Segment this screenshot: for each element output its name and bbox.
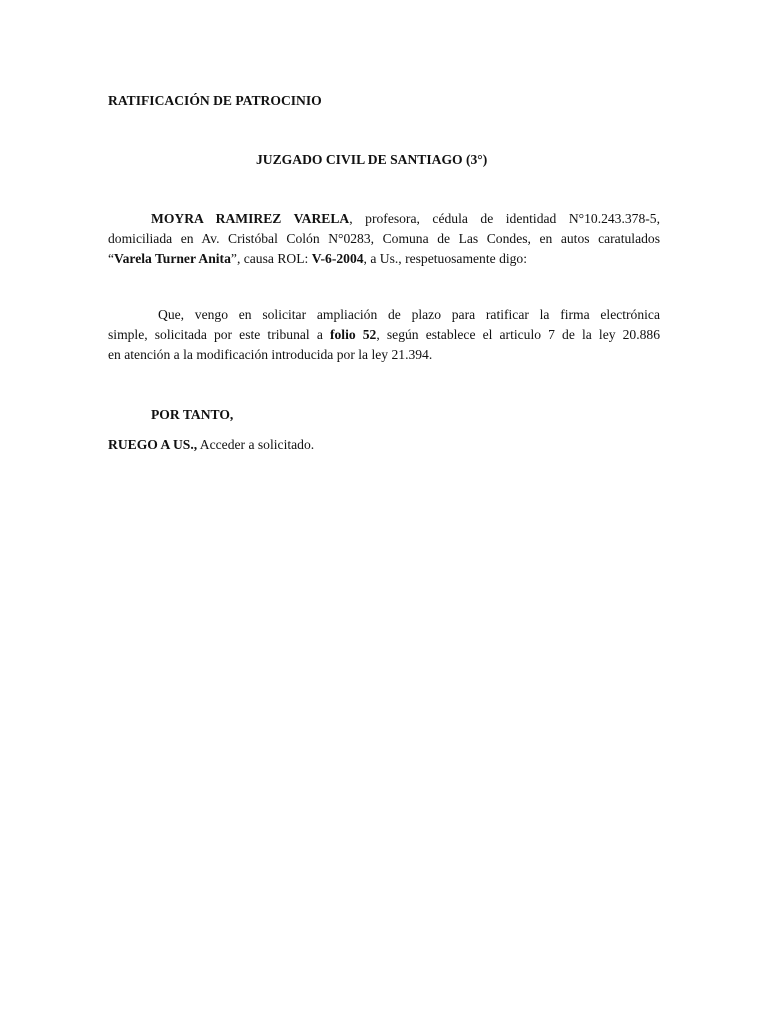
ruego-label: RUEGO A US.,	[108, 437, 198, 452]
intro-line-2: domiciliada en Av. Cristóbal Colón N°0283, Comuna de Las Condes, en autos caratulados	[108, 231, 660, 246]
intro-line-3	[108, 249, 660, 269]
request-line-2-start: simple, solicitada por este tribunal a	[108, 327, 330, 342]
request-line-2-end: , según establece el articulo 7 de la ley 20.886	[376, 327, 661, 342]
ruego-line	[108, 435, 314, 455]
request-line-3: en atención a la modificación introducida por la ley 21.394.	[108, 347, 433, 362]
quote-close: ”	[230, 251, 237, 266]
intro-line-1-rest: , profesora, cédula de identidad N°10.243.378-5,	[349, 211, 660, 226]
quote-open: “	[108, 251, 115, 266]
court-heading: JUZGADO CIVIL DE SANTIAGO (3°)	[256, 152, 488, 167]
party-name: MOYRA RAMIREZ VARELA	[151, 211, 350, 226]
case-name: Varela Turner Anita	[114, 251, 231, 266]
intro-paragraph	[108, 209, 660, 269]
intro-line-3-mid: , causa ROL:	[236, 251, 312, 266]
ruego-text: Acceder a solicitado.	[197, 437, 315, 452]
case-rol: V-6-2004	[311, 251, 364, 266]
por-tanto: POR TANTO,	[151, 407, 234, 422]
intro-line-3-end: , a Us., respetuosamente digo:	[363, 251, 528, 266]
folio-number: folio 52	[329, 327, 377, 342]
request-line-1: Que, vengo en solicitar ampliación de plazo para ratificar la firma electrónica	[158, 307, 660, 322]
request-paragraph	[108, 305, 660, 365]
intro-line-1	[108, 209, 660, 229]
document-title: RATIFICACIÓN DE PATROCINIO	[108, 93, 322, 108]
request-line-2	[108, 325, 660, 345]
